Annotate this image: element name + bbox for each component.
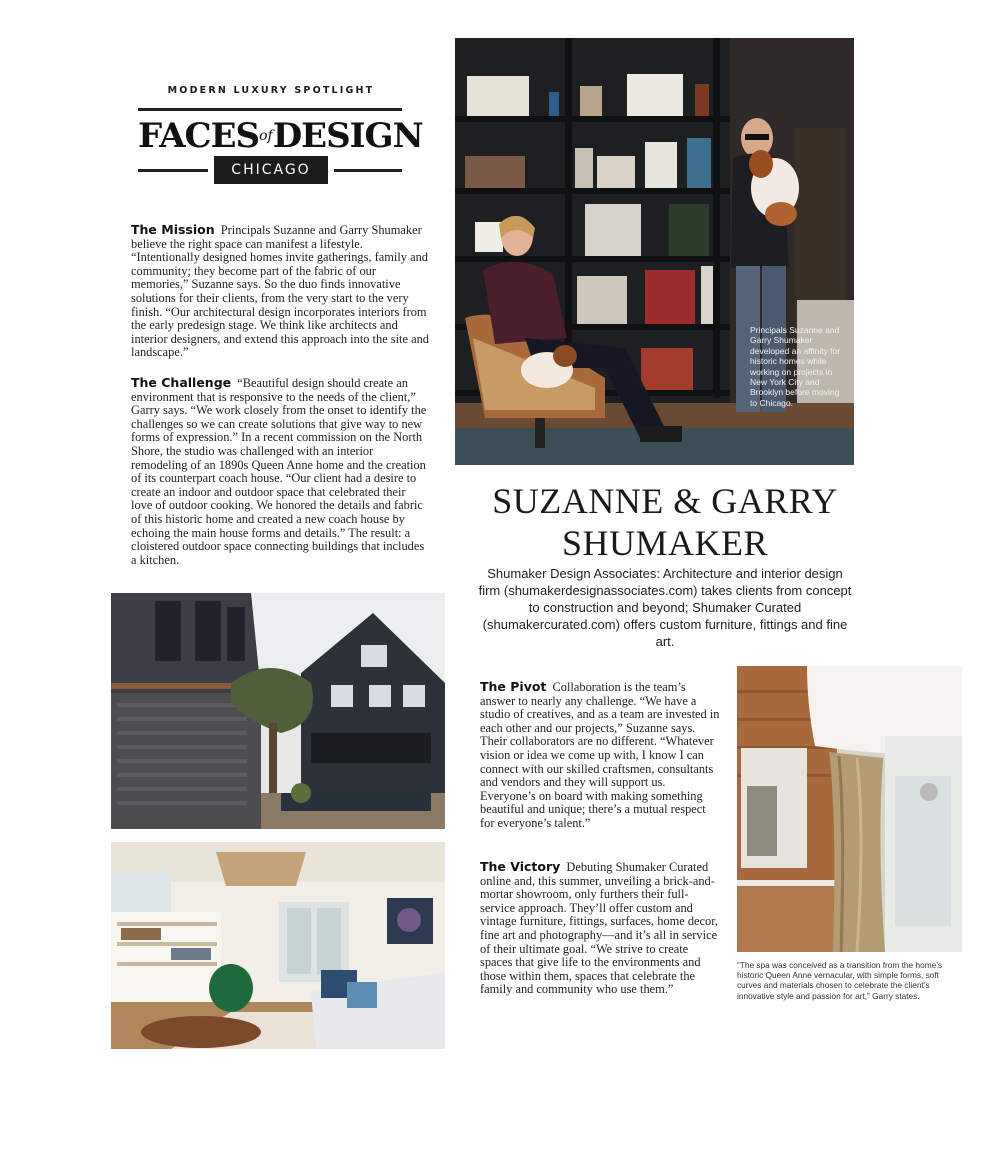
feature-name-line1: SUZANNE & GARRY [492, 481, 838, 521]
portrait-caption: Principals Suzanne and Garry Shumaker developed an affinity for historic homes while working on projects in New York City and Brooklyn before moving to Chicago. [750, 325, 841, 408]
living-room-photo [111, 842, 445, 1049]
spa-photo [737, 666, 962, 952]
faces-of-design-logo [138, 116, 423, 156]
feature-name-line2: SHUMAKER [561, 523, 769, 563]
masthead-left-rule [138, 169, 208, 172]
logo-word-faces: FACES [138, 116, 260, 156]
challenge-section [131, 376, 429, 567]
pivot-section [480, 680, 720, 831]
masthead-right-rule [334, 169, 402, 172]
victory-section [480, 860, 720, 997]
challenge-text: “Beautiful design should create an environment that is responsive to the needs of the client,” Garry says. “We work closely from the onset to identify the challenges so we can create solutions that give way to new forms of expression.” In a recent commission on the North Shore, the studio was challenged with an interior remodeling of an 1890s Queen Anne home and the creation of its counterpart coach house. “Our client had a desire to create an indoor and outdoor space that celebrated their love of outdoor cooking. We honored the details and fabric of this historic home and created a new coach house by echoing the main house forms and details.” The result: a cloistered outdoor space connecting buildings that includes a kitchen. [131, 376, 427, 567]
victory-text: Debuting Shumaker Curated online and, this summer, unveiling a brick-and-mortar showroom, only furthers their full-service approach. They’ll offer custom and vintage furniture, fittings, surfaces, home decor, fine art and photography—and it’s all in service of their ultimate goal. “We strive to create spaces that give life to the environments and those within them, spaces that celebrate the family and community who use them.” [480, 860, 718, 997]
mission-section [131, 223, 429, 360]
pivot-text: Collaboration is the team’s answer to nearly any challenge. “We have a studio of creatives, and as a team are invested in each other and our projects,” Suzanne says. Their collaborators are no different. “Whatever vision or idea we come up with, I know I can connect with our skilled craftsmen, consultants and vendors and they will support us. Everyone’s on board with making something beautiful and unique; there’s a mutual respect for everyone’s talent.” [480, 680, 720, 830]
logo-word-of: of [259, 128, 273, 144]
victory-heading: The Victory [480, 859, 561, 874]
mission-text: Principals Suzanne and Garry Shumaker believe the right space can manifest a lifestyle. “Intentionally designed homes invite gatherings, family and community; they become part of the fabric of our memories,” Suzanne says. So the duo finds innovative solutions for their clients, from the very start to the very finish. “Our architectural design incorporates interiors from the early predesign stage. We think like architects and interior designers, and extend this approach into the site and landscape.” [131, 223, 429, 360]
pivot-heading: The Pivot [480, 679, 547, 694]
logo-word-design: DESIGN [272, 116, 423, 156]
mission-heading: The Mission [131, 222, 215, 237]
feature-subtitle: Shumaker Design Associates: Architecture and interior design firm (shumakerdesignassociates.com) takes clients from concept to construction and beyond; Shumaker Curated (shumakercurated.com) offers custom furniture, fittings and fine art. [478, 566, 852, 649]
city-banner: CHICAGO [214, 156, 328, 184]
exterior-courtyard-photo [111, 593, 445, 829]
feature-name [470, 480, 860, 564]
spa-caption: “The spa was conceived as a transition from the home’s historic Queen Anne vernacular, with simple forms, soft curves and materials chosen to celebrate the client’s innovative style and passion for art,” Garry states. [737, 960, 943, 1001]
challenge-heading: The Challenge [131, 375, 232, 390]
masthead-top-rule [138, 108, 402, 111]
spotlight-eyebrow: MODERN LUXURY SPOTLIGHT [167, 85, 375, 96]
